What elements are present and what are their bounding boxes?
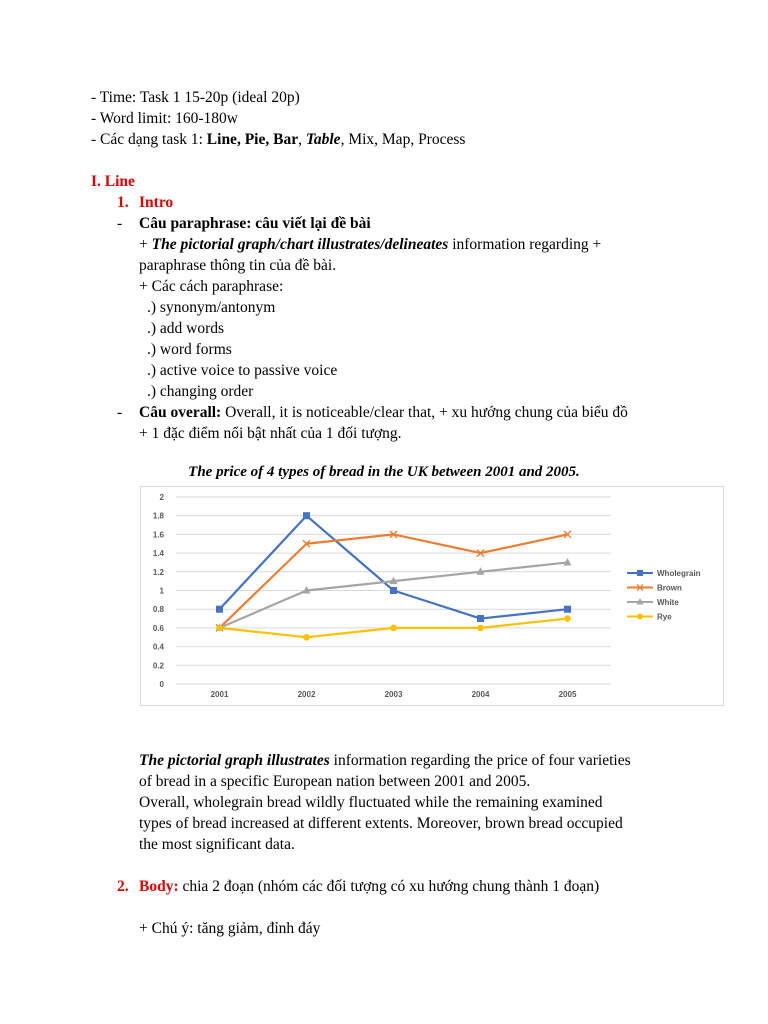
y-tick-label: 0 <box>159 680 164 689</box>
data-point-wholegrain <box>303 512 310 519</box>
y-tick-label: 0.2 <box>152 661 164 671</box>
chart-title: The price of 4 types of bread in the UK between 2001 and 2005. <box>188 464 580 480</box>
body-note: + Chú ý: tăng giảm, đỉnh đáy <box>139 920 321 937</box>
data-point-wholegrain <box>216 606 223 613</box>
data-point-wholegrain <box>564 606 571 613</box>
task-type-rest: , Mix, Map, Process <box>340 131 466 148</box>
overall-line2: + 1 đặc điểm nổi bật nhất của 1 đối tượng. <box>139 425 402 442</box>
sample-line3: Overall, wholegrain bread wildly fluctuated while the remaining examined <box>139 794 603 811</box>
bullet-dash: - <box>117 215 123 232</box>
task-types-prefix: - Các dạng task 1: <box>91 131 207 148</box>
overall-text: Overall, it is noticeable/clear that, + xu hướng chung của biểu đồ <box>221 404 628 421</box>
y-tick-label: 1.2 <box>152 567 164 577</box>
y-tick-label: 1.6 <box>152 530 164 540</box>
data-point-wholegrain <box>477 615 484 622</box>
plus-sign: + <box>139 236 152 253</box>
sample-line5: the most significant data. <box>139 836 295 853</box>
legend-label-rye: Rye <box>657 612 672 622</box>
paraphrase-formula <box>139 234 601 255</box>
body-heading: Body: <box>139 878 179 895</box>
overall-line <box>139 402 628 423</box>
sample-line2: of bread in a specific European nation between 2001 and 2005. <box>139 773 531 790</box>
body-line <box>139 876 599 897</box>
body-text: chia 2 đoạn (nhóm các đối tượng có xu hướng chung thành 1 đoạn) <box>178 878 600 895</box>
way-item: .) changing order <box>147 383 254 400</box>
task-type-sep1: , <box>236 131 245 148</box>
time-line: - Time: Task 1 15-20p (ideal 20p) <box>91 89 300 106</box>
data-point-rye <box>564 615 571 622</box>
word-limit-line: - Word limit: 160-180w <box>91 110 239 127</box>
y-tick-label: 1 <box>159 586 164 596</box>
y-tick-label: 0.6 <box>152 623 164 633</box>
legend-label-wholegrain: Wholegrain <box>657 569 701 578</box>
legend-marker-rye <box>637 614 643 620</box>
y-tick-label: 0.4 <box>152 642 164 652</box>
bullet-dash: - <box>117 404 123 421</box>
task-type-bar: Bar <box>273 131 299 148</box>
sample-line1 <box>139 750 631 771</box>
y-tick-label: 0.8 <box>152 605 164 615</box>
task-type-line: Line <box>206 131 237 148</box>
data-point-rye <box>477 625 484 632</box>
legend-marker-wholegrain <box>637 570 643 576</box>
y-tick-label: 2 <box>159 493 164 502</box>
paraphrase-line2: paraphrase thông tin của đề bài. <box>139 257 337 274</box>
sample-line4: types of bread increased at different extents. Moreover, brown bread occupied <box>139 815 623 832</box>
x-tick-label: 2001 <box>210 690 229 699</box>
data-point-wholegrain <box>390 587 397 594</box>
paraphrase-key-phrase: The pictorial graph/chart illustrates/delineates <box>151 236 449 253</box>
way-item: .) synonym/antonym <box>147 299 276 316</box>
sample-line1-rest: information regarding the price of four varieties <box>329 752 631 769</box>
data-point-rye <box>303 634 310 641</box>
overall-label: Câu overall: <box>139 404 222 421</box>
task-type-sep2: , <box>265 131 274 148</box>
task-type-table: Table <box>305 131 341 148</box>
ways-title: + Các cách paraphrase: <box>139 278 284 295</box>
task-type-sep3: , <box>298 131 306 148</box>
data-point-rye <box>390 625 397 632</box>
sample-lead: The pictorial graph illustrates <box>139 752 330 769</box>
line-chart <box>140 486 724 706</box>
way-item: .) word forms <box>147 341 232 358</box>
chart-svg <box>141 487 723 705</box>
paraphrase-title: Câu paraphrase: câu viết lại đề bài <box>139 215 371 232</box>
way-item: .) active voice to passive voice <box>147 362 338 379</box>
intro-heading: Intro <box>139 194 174 211</box>
x-tick-label: 2003 <box>384 690 403 699</box>
paraphrase-rest: information regarding + <box>448 236 602 253</box>
body-number: 2. <box>117 878 129 895</box>
section-heading-line: I. Line <box>91 173 135 190</box>
data-point-rye <box>216 625 223 632</box>
y-tick-label: 1.8 <box>152 511 164 521</box>
x-tick-label: 2002 <box>297 690 316 699</box>
way-item: .) add words <box>147 320 225 337</box>
legend-label-white: White <box>657 598 679 607</box>
x-tick-label: 2004 <box>471 690 490 699</box>
y-tick-label: 1.4 <box>152 549 164 559</box>
intro-number: 1. <box>117 194 129 211</box>
task-types-line <box>91 129 465 150</box>
task-type-pie: Pie <box>244 131 266 148</box>
legend-label-brown: Brown <box>657 583 682 593</box>
x-tick-label: 2005 <box>558 690 577 699</box>
